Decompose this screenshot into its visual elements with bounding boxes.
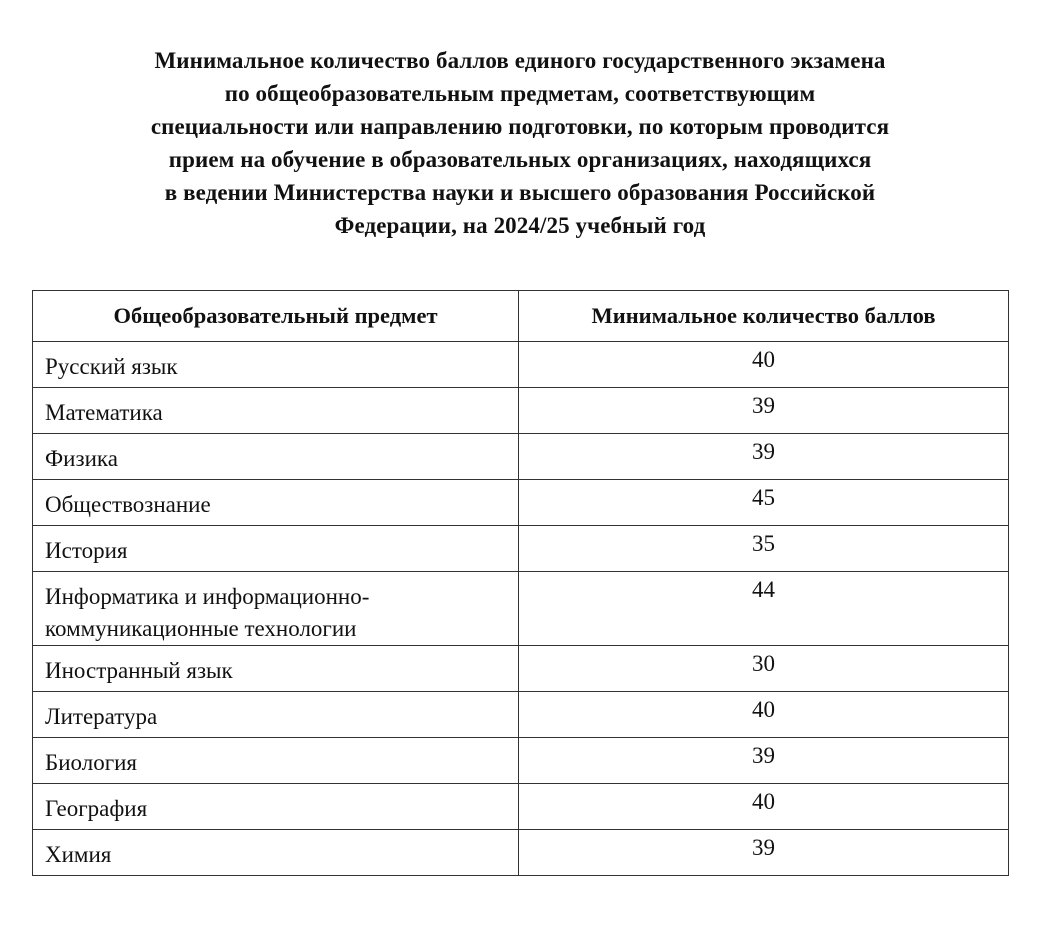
subject-name: Физика <box>45 446 118 471</box>
table-row <box>33 526 1009 572</box>
subject-cell <box>33 646 519 692</box>
table-row <box>33 388 1009 434</box>
subject-name: История <box>45 538 128 563</box>
score-cell: 44 <box>519 572 1009 646</box>
subject-cell <box>33 526 519 572</box>
table-row <box>33 738 1009 784</box>
title-line: по общеобразовательным предметам, соответствующим <box>224 81 816 106</box>
scores-table <box>32 290 1009 876</box>
subject-name: География <box>45 796 148 821</box>
subject-cell <box>33 434 519 480</box>
subject-cell <box>33 480 519 526</box>
subject-cell <box>33 830 519 876</box>
subject-name: Биология <box>45 750 138 775</box>
subject-name: Обществознание <box>45 492 211 517</box>
score-cell: 40 <box>519 342 1009 388</box>
subject-name: Русский язык <box>45 354 178 379</box>
score-cell: 39 <box>519 830 1009 876</box>
subject-cell <box>33 784 519 830</box>
subject-name: Математика <box>45 400 163 425</box>
table-row <box>33 784 1009 830</box>
score-cell: 39 <box>519 388 1009 434</box>
score-cell: 40 <box>519 784 1009 830</box>
subject-name: Литература <box>45 704 158 729</box>
score-cell: 45 <box>519 480 1009 526</box>
subject-cell <box>33 388 519 434</box>
title-line: Федерации, на 2024/25 учебный год <box>334 213 706 238</box>
table-row <box>33 830 1009 876</box>
table-row <box>33 572 1009 646</box>
table-header-row <box>33 291 1009 342</box>
title-line: в ведении Министерства науки и высшего образования Российской <box>164 180 876 205</box>
table-row <box>33 480 1009 526</box>
header-score: Минимальное количество баллов <box>519 291 1009 342</box>
subject-cell <box>33 342 519 388</box>
title-line: специальности или направлению подготовки, по которым проводится <box>150 114 890 139</box>
title-line: прием на обучение в образовательных организациях, находящихся <box>168 147 872 172</box>
table-row <box>33 692 1009 738</box>
score-cell: 30 <box>519 646 1009 692</box>
title-line: Минимальное количество баллов единого государственного экзамена <box>154 48 886 73</box>
subject-cell <box>33 692 519 738</box>
table-row <box>33 342 1009 388</box>
score-cell: 39 <box>519 434 1009 480</box>
score-cell: 35 <box>519 526 1009 572</box>
score-cell: 39 <box>519 738 1009 784</box>
subject-cell <box>33 738 519 784</box>
score-cell: 40 <box>519 692 1009 738</box>
table-row <box>33 434 1009 480</box>
subject-name: Химия <box>45 842 112 867</box>
subject-name: Иностранный язык <box>45 658 233 683</box>
table-row <box>33 646 1009 692</box>
subject-name: Информатика и информационно- коммуникационные технологии <box>45 584 370 641</box>
document-title <box>0 44 1040 242</box>
header-subject: Общеобразовательный предмет <box>33 291 519 342</box>
subject-cell <box>33 572 519 646</box>
